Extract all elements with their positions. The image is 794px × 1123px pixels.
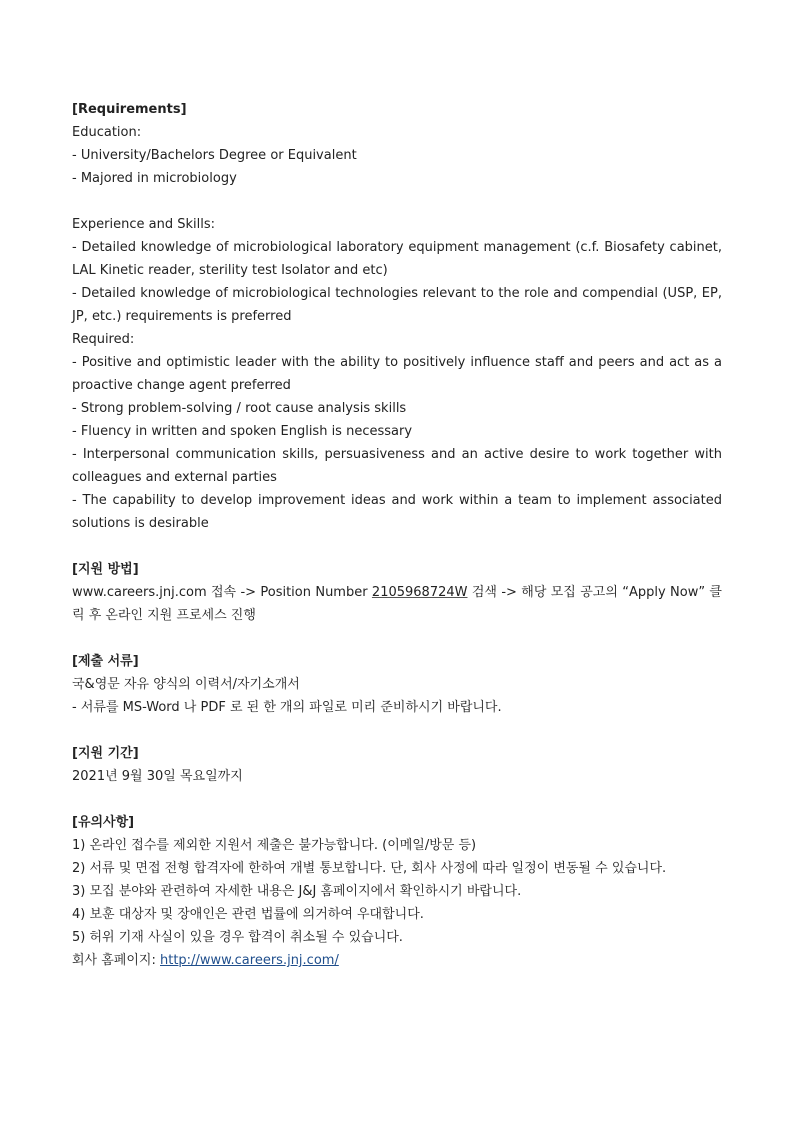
note-item: 4) 보훈 대상자 및 장애인은 관련 법률에 의거하여 우대합니다. xyxy=(72,907,424,922)
note-item: 5) 허위 기재 사실이 있을 경우 합격이 취소될 수 있습니다. xyxy=(72,930,403,945)
apply-text xyxy=(72,581,722,627)
required-label: Required: xyxy=(72,332,135,347)
experience-item: - Detailed knowledge of microbiological laboratory equipment management (c.f. Biosafety cabinet, LAL Kinetic reader, sterility test Isolator and etc) xyxy=(72,240,722,278)
documents-line: 국&영문 자유 양식의 이력서/자기소개서 xyxy=(72,677,300,692)
document-page xyxy=(72,98,722,972)
required-item: - Interpersonal communication skills, persuasiveness and an active desire to work together with colleagues and external parties xyxy=(72,447,722,485)
homepage-label: 회사 홈페이지: xyxy=(72,953,160,968)
education-label: Education: xyxy=(72,125,142,140)
required-item: - The capability to develop improvement ideas and work within a team to implement associated solutions is desirable xyxy=(72,493,722,531)
required-item: - Strong problem-solving / root cause analysis skills xyxy=(72,401,407,416)
note-item: 3) 모집 분야와 관련하여 자세한 내용은 J&J 홈페이지에서 확인하시기 바랍니다. xyxy=(72,884,522,899)
spacer xyxy=(72,788,722,811)
required-item: - Fluency in written and spoken English is necessary xyxy=(72,424,413,439)
apply-heading: [지원 방법] xyxy=(72,562,139,577)
note-item: 1) 온라인 접수를 제외한 지원서 제출은 불가능합니다. (이메일/방문 등) xyxy=(72,838,477,853)
spacer xyxy=(72,719,722,742)
notes-heading: [유의사항] xyxy=(72,815,135,830)
requirements-heading: [Requirements] xyxy=(72,102,187,117)
period-text: 2021년 9월 30일 목요일까지 xyxy=(72,769,243,784)
education-item: - Majored in microbiology xyxy=(72,171,237,186)
documents-line: - 서류를 MS-Word 나 PDF 로 된 한 개의 파일로 미리 준비하시기 바랍니다. xyxy=(72,700,502,715)
apply-text-after: 검색 -> 해당 모집 공고의 “Apply Now” 클릭 후 온라인 지원 프로세스 진행 xyxy=(72,585,722,623)
homepage-line xyxy=(72,949,722,972)
period-heading: [지원 기간] xyxy=(72,746,139,761)
experience-label: Experience and Skills: xyxy=(72,217,215,232)
spacer xyxy=(72,190,722,213)
education-item: - University/Bachelors Degree or Equivalent xyxy=(72,148,357,163)
experience-item: - Detailed knowledge of microbiological technologies relevant to the role and compendial (USP, EP, JP, etc.) requirements is preferred xyxy=(72,286,722,324)
spacer xyxy=(72,535,722,558)
note-item: 2) 서류 및 면접 전형 합격자에 한하여 개별 통보합니다. 단, 회사 사정에 따라 일정이 변동될 수 있습니다. xyxy=(72,861,667,876)
position-number: 2105968724W xyxy=(371,585,468,600)
apply-text-before: www.careers.jnj.com 접속 -> Position Number xyxy=(72,585,372,600)
homepage-link[interactable]: http://www.careers.jnj.com/ xyxy=(160,953,339,968)
documents-heading: [제출 서류] xyxy=(72,654,139,669)
required-item: - Positive and optimistic leader with the ability to positively influence staff and peers and act as a proactive change agent preferred xyxy=(72,355,722,393)
spacer xyxy=(72,627,722,650)
